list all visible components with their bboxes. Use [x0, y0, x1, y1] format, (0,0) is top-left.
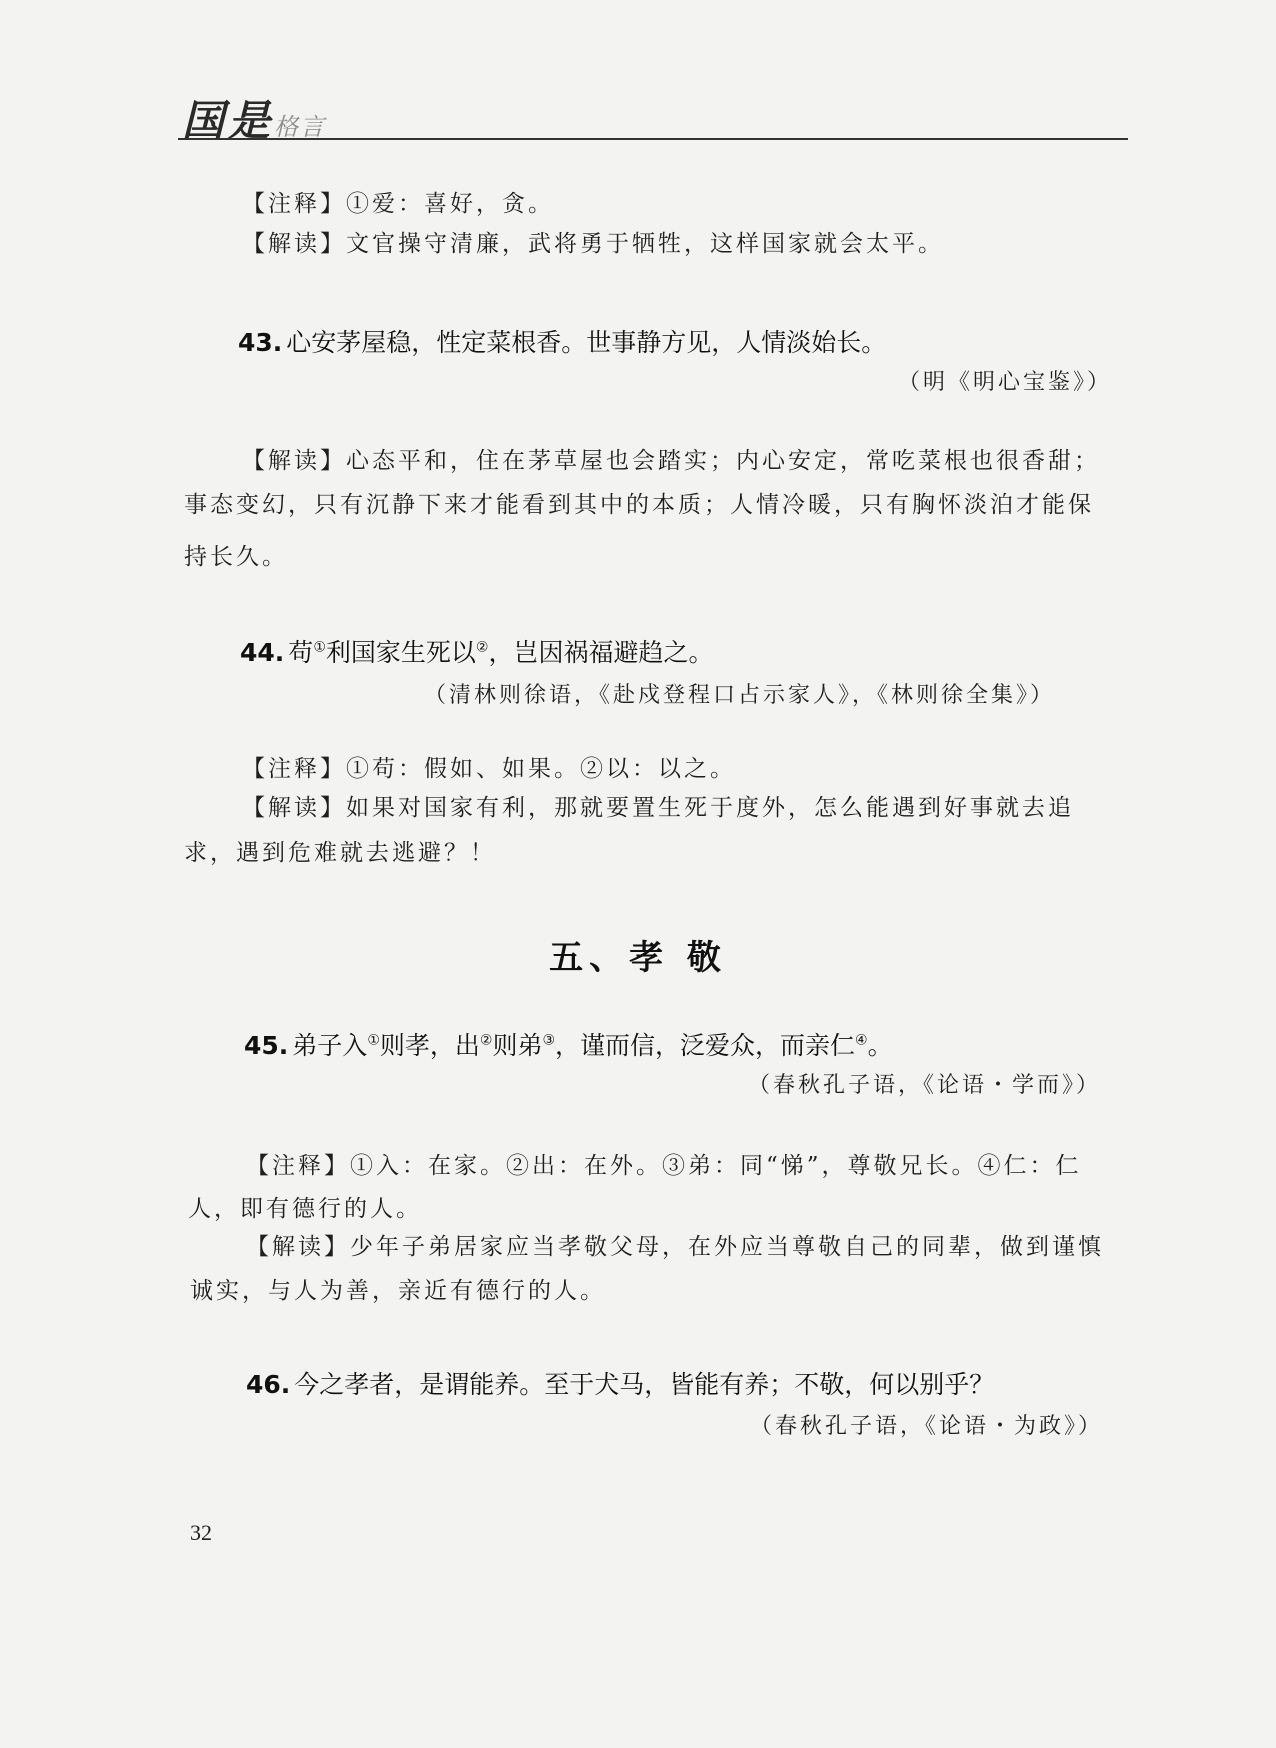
footnote-marker: ② [479, 1032, 493, 1049]
quote-43-source: （明《明心宝鉴》） [898, 370, 1113, 395]
quote-number: 45. [244, 1031, 289, 1060]
quote-text: 心安茅屋稳，性定菜根香。世事静方见，人情淡始长。 [286, 328, 887, 357]
interpretation-line: 持长久。 [184, 544, 288, 570]
quote-45-source: （春秋孔子语，《论语・学而》） [748, 1073, 1102, 1098]
footnote-marker: ② [475, 639, 489, 656]
section-title: 五、孝 敬 [549, 938, 727, 978]
quote-text: 今之孝者，是谓能养。至于犬马，皆能有养；不敬，何以别乎？ [294, 1370, 995, 1399]
note-line: 【注释】①入：在家。②出：在外。③弟：同“悌”，尊敬兄长。④仁：仁 [246, 1153, 1082, 1179]
header-rule [178, 138, 1128, 140]
quote-text: 弟子入 [292, 1031, 368, 1060]
interpretation-line: 求，遇到危难就去逃避？！ [184, 840, 496, 866]
quote-number: 43. [238, 328, 283, 357]
quote-text: 则孝，出 [379, 1031, 480, 1060]
quote-number: 46. [246, 1370, 291, 1399]
quote-text: ，岂因祸福避趋之。 [488, 638, 714, 667]
quote-text: 利国家生死以 [325, 638, 476, 667]
quote-44-source: （清林则徐语，《赴戍登程口占示家人》，《林则徐全集》） [424, 683, 1056, 708]
interpretation-line: 【解读】如果对国家有利，那就要置生死于度外，怎么能遇到好事就去追 [242, 795, 1074, 821]
quote-text: 。 [867, 1031, 893, 1060]
interpretation-line: 诚实，与人为善，亲近有德行的人。 [190, 1278, 606, 1304]
quote-46-source: （春秋孔子语，《论语・为政》） [750, 1414, 1104, 1439]
interpretation-line: 【解读】少年子弟居家应当孝敬父母，在外应当尊敬自己的同辈，做到谨慎 [246, 1234, 1104, 1260]
header-logo-main: 国是 [182, 96, 275, 145]
footnote-marker: ① [367, 1032, 380, 1049]
quote-46-heading [246, 1372, 994, 1397]
interpretation-line: 事态变幻，只有沉静下来才能看到其中的本质；人情冷暖，只有胸怀淡泊才能保 [184, 492, 1094, 518]
quote-45-heading [244, 1033, 893, 1058]
quote-44-heading [240, 640, 713, 665]
note-line: 【注释】①爱：喜好，贪。 [242, 191, 554, 217]
quote-43-heading [238, 330, 886, 355]
note-line: 【注释】①苟：假如、如果。②以：以之。 [242, 756, 736, 782]
quote-text: 苟 [288, 638, 314, 667]
quote-text: ，谨而信，泛爱众，而亲仁 [555, 1031, 856, 1060]
quote-number: 44. [240, 638, 285, 667]
header-logo-sub: 格言 [274, 113, 327, 141]
interpretation-line: 【解读】文官操守清廉，武将勇于牺牲，这样国家就会太平。 [242, 231, 944, 257]
interpretation-line: 【解读】心态平和，住在茅草屋也会踏实；内心安定，常吃菜根也很香甜； [242, 448, 1100, 474]
footnote-marker: ① [313, 639, 326, 656]
footnote-marker: ③ [542, 1032, 556, 1049]
note-line: 人，即有德行的人。 [188, 1196, 422, 1222]
footnote-marker: ④ [855, 1032, 868, 1049]
page-number: 32 [190, 1520, 212, 1545]
quote-text: 则弟 [492, 1031, 543, 1060]
